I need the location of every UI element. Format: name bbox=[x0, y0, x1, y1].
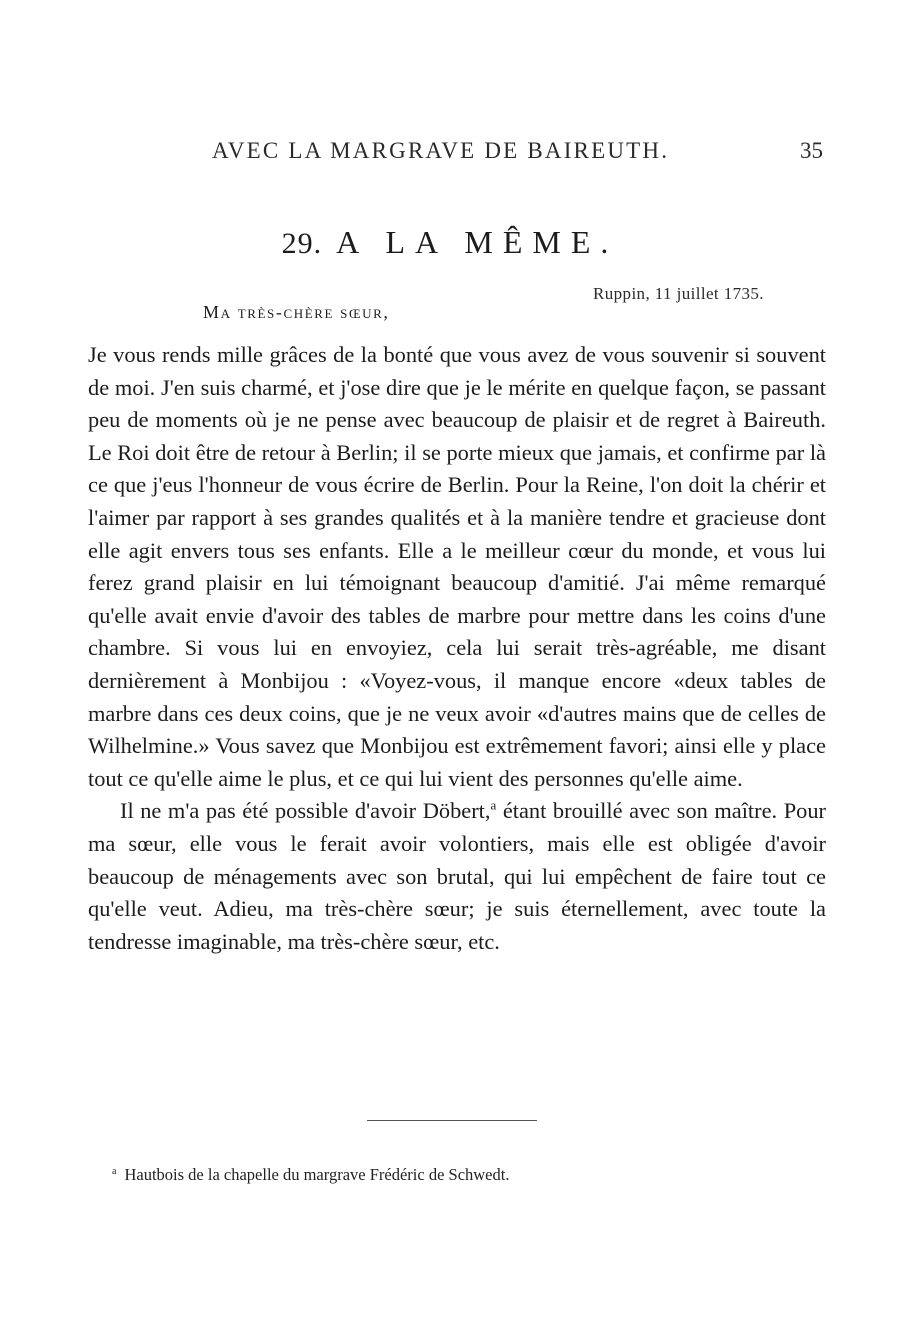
footnote-reference: a bbox=[490, 797, 497, 813]
paragraph-2-text-end: étant brouillé avec son maître. Pour ma sœur, elle vous le ferait avoir volontiers, mais elle est obligée d'avoir beaucoup de ménagements avec son brutal, qui lui empêchent de faire tout ce qu'elle veut. Adieu, ma très-chère sœur; je suis éternellement, avec toute la tendresse imaginable, ma très-chère sœur, etc. bbox=[88, 798, 826, 954]
dateline: Ruppin, 11 juillet 1735. bbox=[593, 284, 764, 303]
paragraph-2-text-start: Il ne m'a pas été possible d'avoir Döbert, bbox=[120, 798, 491, 824]
salutation: Ma très-chère sœur, bbox=[203, 302, 390, 322]
letter-heading bbox=[0, 224, 900, 261]
running-title: AVEC LA MARGRAVE DE BAIREUTH. bbox=[212, 138, 670, 163]
letter-body bbox=[88, 339, 826, 958]
letter-title: A LA MÊME. bbox=[336, 224, 619, 260]
footnote-divider bbox=[367, 1120, 537, 1121]
running-head bbox=[0, 138, 900, 168]
footnote-marker: a bbox=[112, 1165, 117, 1177]
paragraph-1: Je vous rends mille grâces de la bonté que vous avez de vous souvenir si souvent de moi. J'en suis charmé, et j'ose dire que je le mérite en quelque façon, se passant peu de moments où je ne pense avec beaucoup de plaisir et de regret à Baireuth. Le Roi doit être de retour à Berlin; il se porte mieux que jamais, et confirme par là ce que j'eus l'honneur de vous écrire de Berlin. Pour la Reine, l'on doit la chérir et l'aimer par rapport à ses grandes qualités et à la manière tendre et gracieuse dont elle agit envers tous ses enfants. Elle a le meilleur cœur du monde, et vous lui ferez grand plaisir en lui témoignant beaucoup d'amitié. J'ai même remarqué qu'elle avait envie d'avoir des tables de marbre pour mettre dans les coins d'une chambre. Si vous lui en envoyiez, cela lui serait très-agréable, me disant dernièrement à Monbijou : «Voyez-vous, il manque encore «deux tables de marbre dans ces deux coins, que je ne veux avoir «d'autres mains que de celles de Wilhelmine.» Vous savez que Monbijou est extrêmement favori; ainsi elle y place tout ce qu'elle aime le plus, et ce qui lui vient des personnes qu'elle aime. bbox=[88, 342, 826, 791]
page-number: 35 bbox=[800, 138, 823, 163]
paragraph-2 bbox=[88, 795, 826, 958]
footnote bbox=[112, 1165, 509, 1185]
footnote-text: Hautbois de la chapelle du margrave Frédéric de Schwedt. bbox=[124, 1165, 510, 1184]
letter-number: 29. bbox=[281, 227, 323, 260]
